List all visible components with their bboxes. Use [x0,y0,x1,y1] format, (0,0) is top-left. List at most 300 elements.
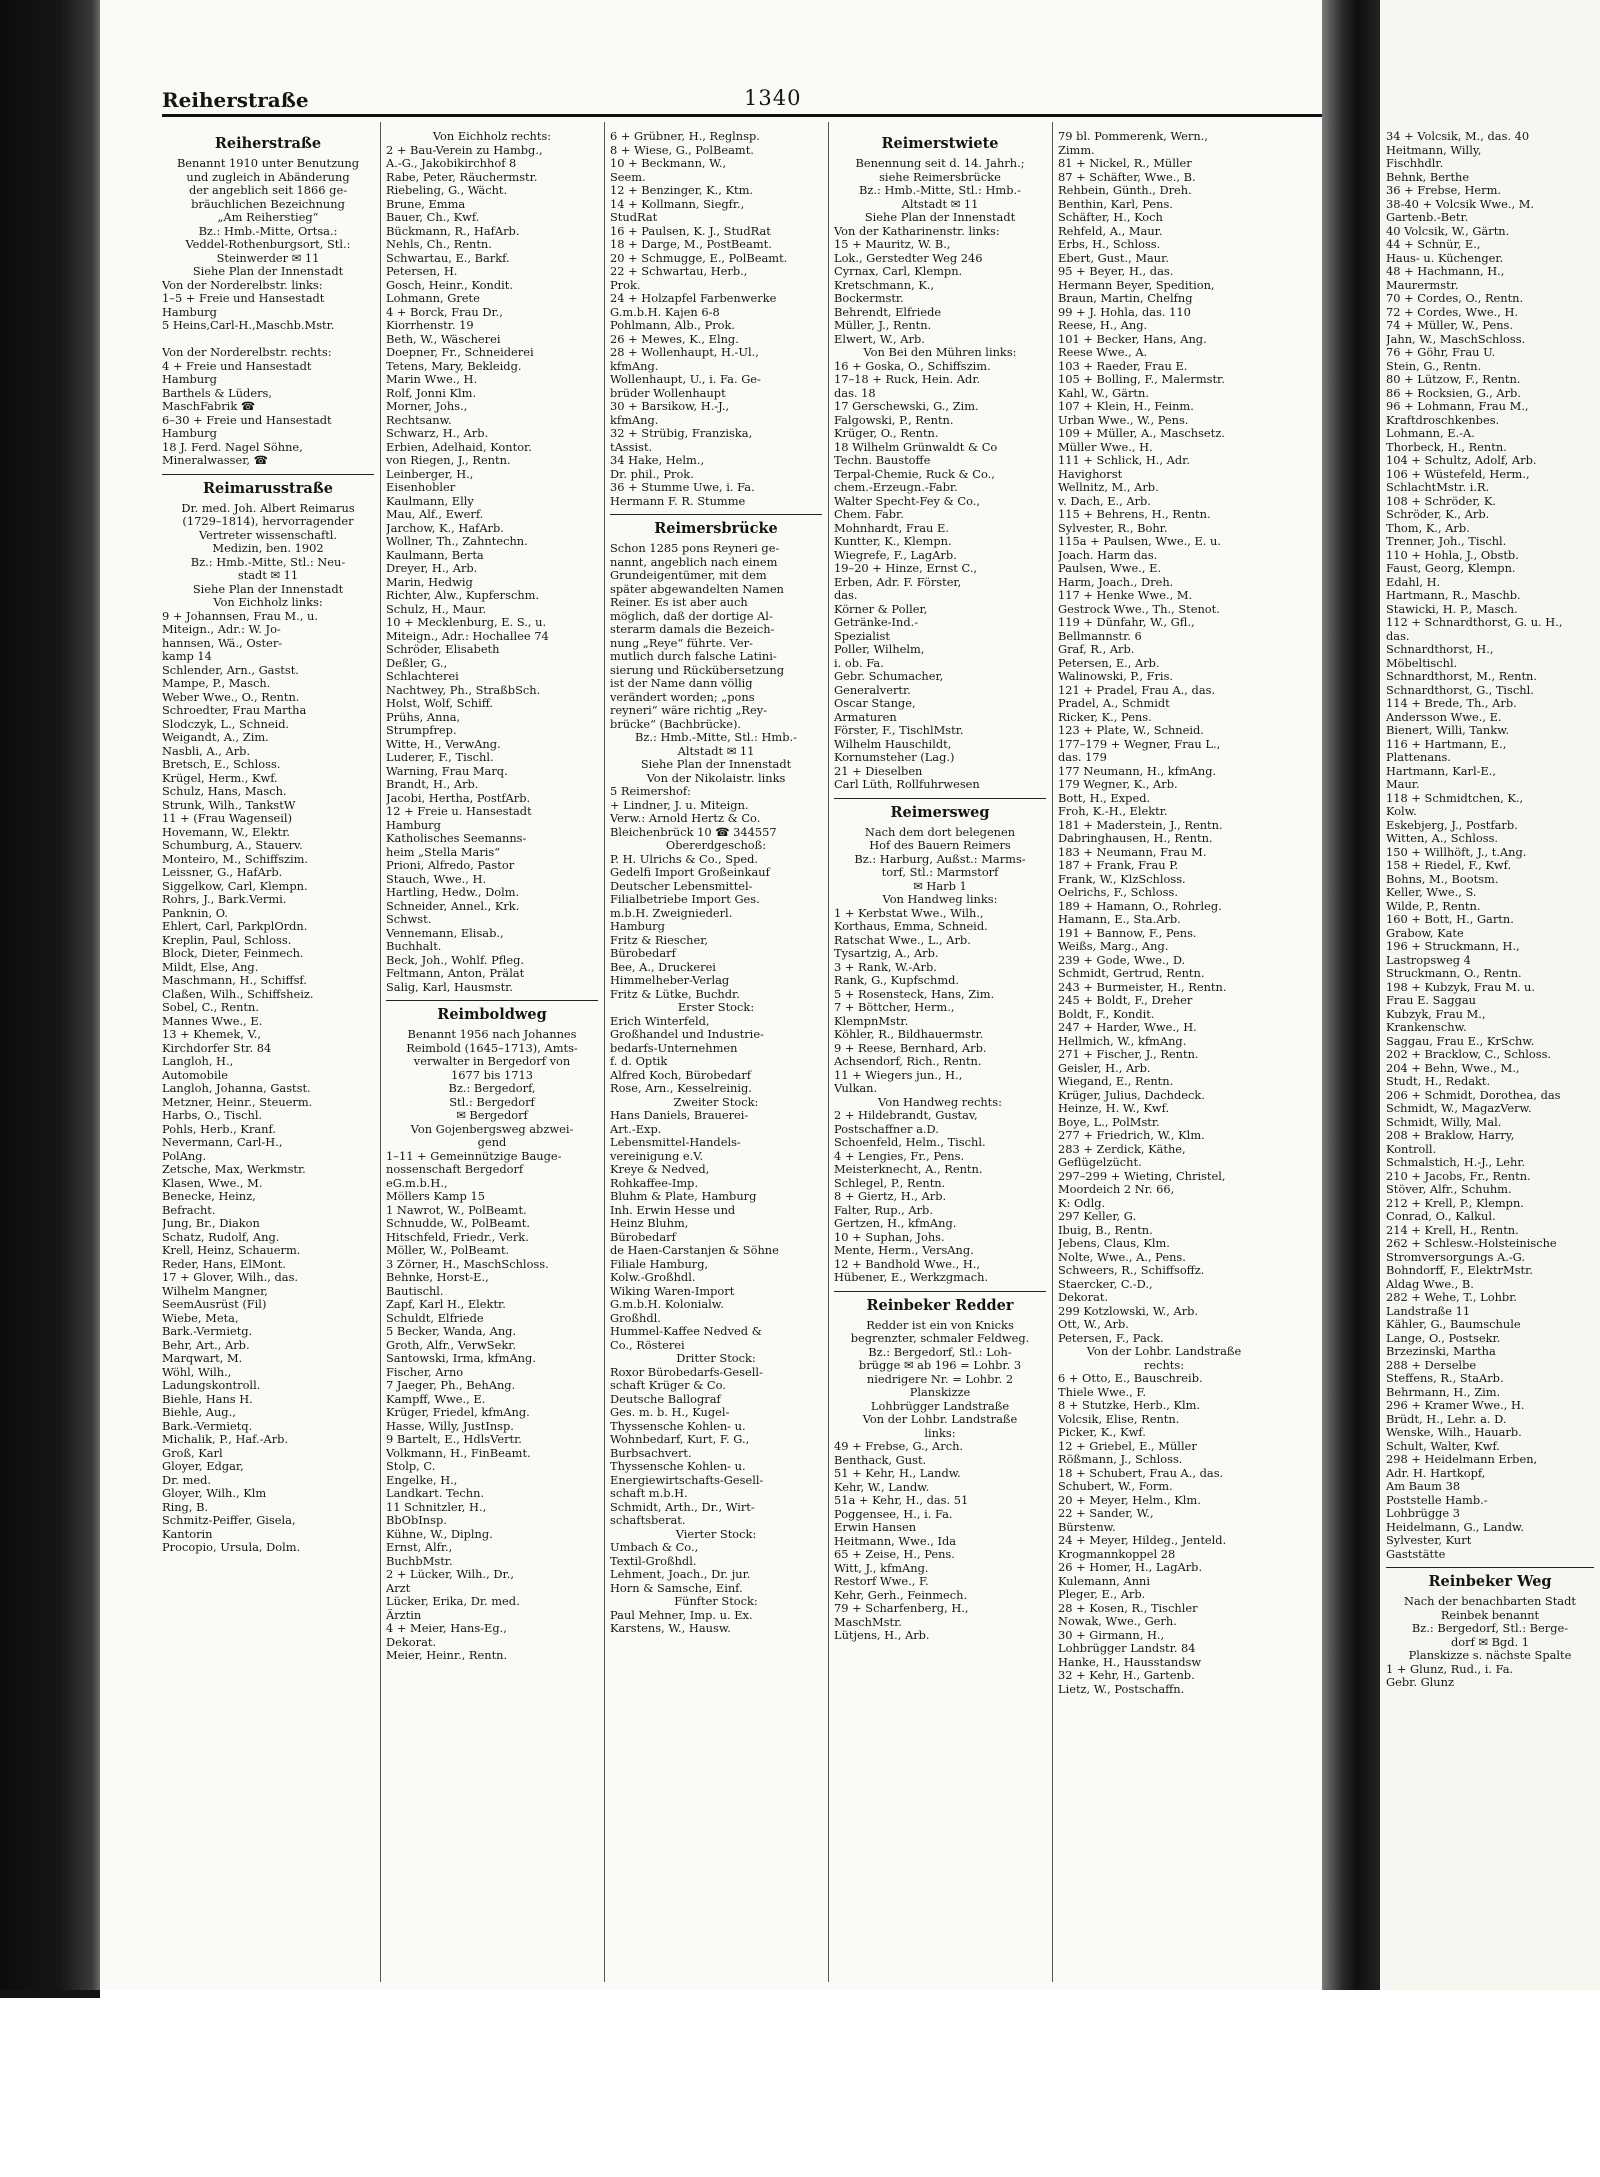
resident-entry: 10 + Mecklenburg, E. S., u. [386,616,547,629]
resident-entry: Carl Lüth, Rollfuhrwesen [834,778,980,791]
resident-entry: P. H. Ulrichs & Co., Sped. [610,852,759,866]
street-note: Vertreter wissenschaftl. [198,528,338,542]
resident-entry: Benthack, Gust. [834,1453,927,1467]
resident-entry: 22 + Sander, W., [1058,1507,1154,1520]
resident-entry: G.m.b.H. Kajen 6-8 [610,305,720,319]
resident-entry: Slodczyk, L., Schneid. [162,717,290,731]
resident-entry: 12 + Benzinger, K., Ktm. [610,184,754,197]
resident-entry: Grundeigentümer, mit dem [610,569,767,582]
resident-entry: Schwartau, E., Barkf. [386,251,510,265]
resident-entry: Brandt, H., Arb. [386,778,479,791]
resident-entry: 119 + Dünfahr, W., Gfl., [1058,616,1195,629]
resident-entry: 7 + Böttcher, Herm., [834,1001,955,1014]
resident-entry: 8 + Giertz, H., Arb. [834,1190,947,1203]
resident-entry: Postschaffner a.D. [834,1122,939,1136]
resident-entry: Harbs, O., Tischl. [162,1109,263,1122]
resident-entry: Bockermstr. [834,292,904,305]
resident-entry: Schlender, Arn., Gastst. [162,663,299,677]
resident-entry: 79 + Scharfenberg, H., [834,1602,969,1615]
resident-entry: Spezialist [834,629,890,643]
street-heading: Reinbeker Redder [866,1296,1014,1314]
resident-entry: Gebr. Glunz [1386,1676,1454,1689]
resident-entry: 96 + Lohmann, Frau M., [1386,400,1529,413]
resident-entry: Behr, Art., Arb. [162,1338,250,1352]
street-note: und zugleich in Abänderung [186,170,350,184]
street-note: „Am Reiherstieg“ [217,211,319,224]
resident-entry: Hartmann, R., Maschb. [1386,589,1521,602]
resident-entry: 18 Wilhelm Grünwaldt & Co [834,440,998,454]
resident-entry: Langloh, Johanna, Gastst. [162,1082,311,1095]
resident-entry: heim „Stella Maris“ [386,845,501,859]
resident-entry: Staercker, C.-D., [1058,1277,1153,1291]
resident-entry: Heitmann, Wwe., Ida [834,1534,957,1548]
resident-entry: Großhdl. [610,1311,661,1325]
resident-entry: 105 + Bolling, F., Malermstr. [1058,373,1225,386]
resident-entry: Restorf Wwe., F. [834,1575,929,1588]
resident-entry: Wilhelm Mangner, [162,1284,268,1298]
resident-entry: 6 + Otto, E., Bauschreib. [1058,1372,1203,1385]
resident-entry: 111 + Schlick, H., Adr. [1058,454,1190,467]
resident-entry: später abgewandelten Namen [610,582,784,596]
resident-entry: Ott, W., Arb. [1058,1318,1129,1331]
resident-entry: Dabringhausen, H., Rentn. [1058,832,1213,845]
resident-entry: 40 Volcsik, W., Gärtn. [1386,224,1510,238]
resident-entry: 13 + Khemek, V., [162,1028,262,1041]
resident-entry: Oscar Stange, [834,697,916,710]
resident-entry: Schlachterei [386,670,459,683]
resident-entry: Schatz, Rudolf, Ang. [162,1230,280,1244]
resident-entry: 9 + Reese, Bernhard, Arb. [834,1041,987,1055]
resident-entry: Eskebjerg, J., Postfarb. [1386,818,1518,832]
resident-entry: Salig, Karl, Hausmstr. [386,980,513,994]
street-note: Bz.: Harburg, Außst.: Marms- [854,852,1026,866]
resident-entry: Rohkaffee-Imp. [610,1176,699,1190]
resident-entry: Zetsche, Max, Werkmstr. [162,1163,306,1176]
resident-entry: Kühne, W., Diplng. [386,1527,493,1541]
resident-entry: Schlegel, P., Rentn. [834,1176,946,1190]
resident-entry: Lohbrügge 3 [1386,1507,1461,1520]
resident-entry: G.m.b.H. Kolonialw. [610,1298,724,1311]
resident-entry: 17 + Glover, Wilh., das. [162,1271,299,1284]
resident-entry: Brune, Emma [386,197,466,211]
resident-entry: Witten, A., Schloss. [1386,832,1499,845]
resident-entry: 76 + Göhr, Frau U. [1386,346,1496,359]
street-note: begrenzter, schmaler Feldweg. [850,1332,1030,1345]
resident-entry: Frau E. Saggau [1386,994,1476,1007]
resident-entry: Thiele Wwe., F. [1058,1385,1147,1399]
resident-entry: Schoenfeld, Helm., Tischl. [834,1136,986,1149]
resident-entry: Kulemann, Anni [1058,1574,1151,1588]
street-note: Redder ist ein von Knicks [866,1318,1014,1332]
resident-entry: Paul Mehner, Imp. u. Ex. [610,1608,753,1622]
resident-entry: 5 + Rosensteck, Hans, Zim. [834,987,995,1001]
resident-entry: Kornumsteher (Lag.) [834,751,955,764]
street-note: Bz.: Bergedorf, Stl.: Berge- [1411,1622,1569,1635]
street-heading: Reinbeker Weg [1428,1573,1552,1590]
section-separator [834,798,1046,799]
resident-entry: Moordeich 2 Nr. 66, [1058,1183,1175,1196]
resident-entry: 28 + Kosen, R., Tischler [1058,1601,1198,1615]
resident-entry: 87 + Schäfter, Wwe., B. [1058,170,1196,184]
resident-entry: Ges. m. b. H., Kugel- [610,1406,730,1419]
street-note: Benannt 1956 nach Johannes [407,1028,577,1041]
resident-entry: Ernst, Alfr., [386,1541,453,1554]
resident-entry: Nolte, Wwe., A., Pens. [1058,1250,1186,1264]
resident-entry: Kubzyk, Frau M., [1386,1007,1486,1021]
resident-entry: 72 + Cordes, Wwe., H. [1386,305,1519,319]
directory-column-4 [834,130,1046,1980]
street-note: der angeblich seit 1866 ge- [188,184,348,197]
resident-entry: Heidelmann, G., Landw. [1386,1520,1525,1534]
street-note: Nach dem dort belegenen [864,825,1016,839]
resident-entry: Edahl, H. [1386,575,1441,589]
resident-entry: 212 + Krell, P., Klempn. [1386,1196,1524,1210]
resident-entry: 104 + Schultz, Adolf, Arb. [1386,454,1537,467]
resident-entry: Richter, Alw., Kupferschm. [386,589,540,602]
resident-entry: Gosch, Heinr., Kondit. [386,278,513,292]
resident-entry: Zapf, Karl H., Elektr. [386,1298,506,1311]
resident-entry: Krankenschw. [1386,1021,1467,1034]
resident-entry: Katholisches Seemanns- [386,832,527,845]
resident-entry: Lücker, Erika, Dr. med. [386,1595,520,1608]
resident-entry: Seem. [610,170,646,184]
resident-entry: Lietz, W., Postschaffn. [1058,1682,1185,1696]
resident-entry: 51 + Kehr, H., Landw. [834,1467,961,1480]
street-note: Bz.: Bergedorf, Stl.: Loh- [868,1345,1012,1359]
resident-entry: Meier, Heinr., Rentn. [386,1649,508,1662]
street-note: Nach der benachbarten Stadt [1404,1595,1576,1608]
resident-entry: Bürstenw. [1058,1520,1116,1534]
street-note: Stl.: Bergedorf [449,1095,535,1109]
resident-entry: 3 Zörner, H., MaschSchloss. [386,1257,549,1271]
resident-entry: Pleger, E., Arb. [1058,1588,1146,1601]
resident-entry: Jarchow, K., HafArb. [386,521,504,535]
resident-entry: 214 + Krell, H., Rentn. [1386,1223,1519,1237]
resident-entry: Achsendorf, Rich., Rentn. [834,1055,982,1068]
resident-entry: Frank, W., KlzSchloss. [1058,872,1186,886]
resident-entry: Boye, L., PolMstr. [1058,1115,1160,1129]
resident-entry: Schmalstich, H.-J., Lehr. [1386,1156,1526,1169]
page-number: 1340 [744,86,802,110]
street-note: (1729–1814), hervorragender [182,515,354,528]
resident-entry: Eisenhobler [386,481,456,494]
resident-entry: Rößmann, J., Schloss. [1058,1453,1183,1466]
resident-entry: Nowak, Wwe., Gerh. [1058,1615,1177,1628]
resident-entry: 65 + Zeise, H., Pens. [834,1548,955,1561]
resident-entry: Ärztin [386,1608,422,1622]
resident-entry: Getränke-Ind.- [834,616,919,629]
street-note: Von der Lohbr. Landstraße [862,1413,1018,1426]
resident-entry: Gloyer, Wilh., Klm [162,1487,267,1500]
street-note: Siehe Plan der Innenstadt [640,758,792,771]
resident-entry: 20 + Meyer, Helm., Klm. [1058,1493,1201,1507]
resident-entry: 28 + Wollenhaupt, H.-Ul., [610,346,759,359]
resident-entry: Geflügelzücht. [1058,1156,1142,1169]
resident-entry: Leissner, G., HafArb. [162,866,283,879]
resident-entry: Rank, G., Kupfschmd. [834,974,960,987]
resident-entry: tAssist. [610,440,653,454]
resident-entry: Filiale Hamburg, [610,1257,709,1271]
resident-entry: Trenner, Joh., Tischl. [1386,535,1507,548]
resident-entry: Kaulmann, Berta [386,548,484,562]
resident-entry: 3 + Rank, W.-Arb. [834,960,937,974]
resident-entry: Korthaus, Emma, Schneid. [834,920,988,933]
resident-entry: Von der Norderelbstr. rechts: [162,346,332,359]
resident-entry: Saggau, Frau E., KrSchw. [1386,1034,1535,1048]
resident-entry: 95 + Beyer, H., das. [1058,265,1174,278]
resident-entry: 81 + Nickel, R., Müller [1058,157,1192,170]
resident-entry: Großhandel und Industrie- [610,1028,764,1041]
resident-entry: 123 + Plate, W., Schneid. [1058,724,1204,737]
street-note: Bz.: Hmb.-Mitte, Stl.: Neu- [190,555,346,569]
resident-entry: Kreplin, Paul, Schloss. [162,933,292,947]
running-head: Reiherstraße [162,88,309,112]
resident-entry: Mannes Wwe., E. [162,1014,263,1028]
resident-entry: 20 + Schmugge, E., PolBeamt. [610,251,788,265]
resident-entry: Art.-Exp. [610,1122,662,1136]
resident-entry: Bürobedarf [610,1230,676,1244]
resident-entry: Wohnbedarf, Kurt, F. G., [610,1433,750,1446]
resident-entry: Wollner, Th., Zahntechn. [386,535,528,548]
resident-entry: 22 + Schwartau, Herb., [610,265,748,278]
street-note: brügge ✉ ab 196 = Lohbr. 3 [858,1359,1022,1372]
resident-entry: 4 + Freie und Hansestadt [162,359,312,373]
resident-entry: 179 Wegner, K., Arb. [1058,778,1178,791]
resident-entry: Arzt [386,1581,411,1595]
resident-entry: Rehbein, Günth., Dreh. [1058,184,1192,197]
resident-entry: ist der Name dann völlig [610,677,753,690]
resident-entry: Prok. [610,278,641,292]
resident-entry: 9 + Johannsen, Frau M., u. [162,609,318,623]
resident-entry: Hermann Beyer, Spedition, [1058,278,1215,292]
resident-entry: brüder Wollenhaupt [610,386,726,400]
resident-entry: Weber Wwe., O., Rentn. [162,690,300,704]
resident-entry: 189 + Hamann, O., Rohrleg. [1058,899,1222,913]
resident-entry: Gaststätte [1386,1547,1446,1561]
resident-entry: 288 + Derselbe [1386,1358,1477,1372]
resident-entry: Krüger, O., Rentn. [834,427,939,440]
resident-entry: Pradel, A., Schmidt [1058,697,1170,710]
resident-entry: brücke“ (Bachbrücke). [610,717,742,731]
resident-entry: Jebens, Claus, Klm. [1058,1237,1170,1250]
resident-entry: Lohmann, Grete [386,292,480,305]
resident-entry: Hübener, E., Werkzgmach. [834,1271,989,1284]
resident-entry: Wiegand, E., Rentn. [1058,1075,1174,1088]
resident-entry: Langloh, H., [162,1055,234,1068]
resident-entry: Kähler, G., Baumschule [1386,1318,1521,1331]
resident-entry: sterarm damals die Bezeich- [610,623,775,636]
street-note: rechts: [1143,1358,1185,1372]
resident-entry: 107 + Klein, H., Feinm. [1058,400,1194,413]
street-heading: Reimboldweg [437,1006,547,1023]
resident-entry: Behnke, Horst-E., [386,1271,489,1284]
resident-entry: eG.m.b.H., [386,1176,448,1190]
resident-entry: Struckmann, O., Rentn. [1386,967,1522,980]
resident-entry: Alfred Koch, Bürobedarf [610,1068,751,1082]
resident-entry: 19–20 + Hinze, Ernst C., [834,562,978,575]
resident-entry: Conrad, O., Kalkul. [1386,1210,1496,1223]
resident-entry: Stein, G., Rentn. [1386,359,1482,373]
resident-entry: Metzner, Heinr., Steuerm. [162,1095,313,1109]
resident-entry: Reese Wwe., A. [1058,346,1148,359]
resident-entry: 204 + Behn, Wwe., M., [1386,1061,1520,1075]
street-note: Obererdgeschoß: [665,839,767,852]
directory-column-1 [162,130,374,1980]
resident-entry: 158 + Riedel, F., Kwf. [1386,859,1512,872]
resident-entry: kfmAng. [610,359,659,373]
resident-entry: Tysartzig, A., Arb. [834,947,939,960]
resident-entry: Paulsen, Wwe., E. [1058,562,1162,575]
resident-entry: Hovemann, W., Elektr. [162,825,291,839]
resident-entry: Meisterknecht, A., Rentn. [834,1163,983,1176]
resident-entry: 32 + Strübig, Franziska, [610,427,753,440]
resident-entry: Thyssensche Kohlen- u. [610,1419,746,1433]
resident-entry: Köhler, R., Bildhauermstr. [834,1028,984,1041]
resident-entry: Vulkan. [834,1082,878,1095]
street-note: Bz.: Bergedorf, [448,1082,536,1095]
header-rule [162,114,1322,117]
resident-entry [162,333,374,347]
resident-entry: 70 + Cordes, O., Rentn. [1386,292,1524,305]
resident-entry: 24 + Holzapfel Farbenwerke [610,292,777,305]
street-note: siehe Reimersbrücke [879,170,1001,184]
resident-entry: 277 + Friedrich, W., Klm. [1058,1129,1205,1142]
resident-entry: A.-G., Jakobikirchhof 8 [386,157,517,170]
resident-entry: Lebensmittel-Handels- [610,1136,741,1149]
street-heading: Reimerstwiete [881,135,999,152]
resident-entry: MaschFabrik ☎ [162,400,256,413]
resident-entry: Horn & Samsche, Einf. [610,1581,743,1595]
resident-entry: Rose, Arn., Kesselreinig. [610,1082,752,1095]
resident-entry: Bluhm & Plate, Hamburg [610,1190,757,1203]
resident-entry: Holst, Wolf, Schiff. [386,697,494,710]
resident-entry: schaftsberat. [610,1514,686,1527]
resident-entry: Erich Winterfeld, [610,1014,710,1028]
resident-entry: Picker, K., Kwf. [1058,1426,1146,1439]
resident-entry: 16 + Paulsen, K. J., StudRat [610,224,771,238]
resident-entry: nossenschaft Bergedorf [386,1163,524,1176]
resident-entry: Brüdt, H., Lehr. a. D. [1386,1412,1507,1426]
resident-entry: Erbien, Adelhaid, Kontor. [386,440,532,454]
resident-entry: reyneri“ wäre richtig „Rey- [610,704,768,717]
resident-entry: Hitschfeld, Friedr., Verk. [386,1230,529,1244]
resident-entry: Havighorst [1058,467,1123,481]
resident-entry: 110 + Hohla, J., Obstb. [1386,548,1519,562]
street-note: Steinwerder ✉ 11 [216,251,320,265]
resident-entry: Wenske, Wilh., Hauarb. [1386,1426,1522,1439]
resident-entry: Tetens, Mary, Bekleidg. [386,359,522,373]
street-heading: Reimarusstraße [202,479,333,497]
resident-entry: Nevermann, Carl-H., [162,1136,283,1149]
resident-entry: Groß, Karl [162,1446,223,1460]
resident-entry: Hummel-Kaffee Nedved & [610,1325,762,1338]
resident-entry: 9 Bartelt, E., HdlsVertr. [386,1433,522,1446]
resident-entry: Bee, A., Druckerei [610,960,716,974]
resident-entry: Lehment, Joach., Dr. jur. [610,1568,751,1581]
resident-entry: Landstraße 11 [1386,1304,1471,1318]
resident-entry: Weigandt, A., Zim. [162,731,269,744]
resident-entry: Kolw.-Großhdl. [610,1271,696,1284]
resident-entry: Jung, Br., Diakon [162,1217,260,1230]
resident-entry: 36 + Stumme Uwe, i. Fa. [610,481,755,494]
resident-entry: i. ob. Fa. [834,656,884,670]
resident-entry: 198 + Kubzyk, Frau M. u. [1386,980,1535,994]
resident-entry: Joach. Harm das. [1058,548,1158,562]
street-note: ✉ Harb 1 [913,879,967,893]
resident-entry: 11 + Wiegers jun., H., [834,1068,963,1082]
resident-entry: Volkmann, H., FinBeamt. [386,1446,531,1460]
resident-entry: das. [1386,629,1410,643]
resident-entry: Ehlert, Carl, ParkplOrdn. [162,920,308,933]
resident-entry: 181 + Maderstein, J., Rentn. [1058,818,1223,832]
resident-entry: Kolw. [1386,805,1417,818]
resident-entry: 2 + Lücker, Wilh., Dr., [386,1568,514,1581]
resident-entry: Bark.-Vermietg. [162,1325,253,1338]
resident-entry: 299 Kotzlowski, W., Arb. [1058,1304,1199,1318]
resident-entry: 38-40 + Volcsik Wwe., M. [1386,197,1535,211]
resident-entry: Stöver, Alfr., Schuhm. [1386,1183,1512,1196]
resident-entry: Ebert, Gust., Maur. [1058,251,1169,265]
resident-entry: Mineralwasser, ☎ [162,454,268,467]
resident-entry: 32 + Kehr, H., Gartenb. [1058,1669,1195,1682]
resident-entry: Von der Katharinenstr. links: [834,224,1000,238]
resident-entry: Poggensee, H., i. Fa. [834,1507,953,1521]
resident-entry: Ratschat Wwe., L., Arb. [834,933,971,947]
resident-entry: Mohnhardt, Frau E. [834,521,949,535]
resident-entry: Block, Dieter, Feinmech. [162,947,304,960]
resident-entry: Wilde, P., Rentn. [1386,899,1481,913]
resident-entry: Sobel, C., Rentn. [162,1001,259,1014]
resident-entry: Rechtsanw. [386,413,452,427]
resident-entry: 183 + Neumann, Frau M. [1058,845,1207,859]
resident-entry: Monteiro, M., Schiffszim. [162,852,309,866]
resident-entry: Walter Specht-Fey & Co., [834,494,980,508]
resident-entry: Lohbrügger Landstr. 84 [1058,1642,1196,1655]
resident-entry: Behnk, Berthe [1386,170,1470,184]
resident-entry: Mampe, P., Masch. [162,677,271,690]
resident-entry: Petersen, F., Pack. [1058,1331,1164,1345]
resident-entry: Haus- u. Küchenger. [1386,251,1504,265]
resident-entry: Vennemann, Elisab., [386,926,504,940]
resident-entry: schaft m.b.H. [610,1487,688,1500]
resident-entry: Falgowski, P., Rentn. [834,413,954,427]
resident-entry: Biehle, Hans H. [162,1392,253,1406]
resident-entry: Möbeltischl. [1386,656,1458,670]
resident-entry: Wiegrefe, F., LagArb. [834,548,957,562]
directory-column-2 [386,130,598,1980]
resident-entry: Hamann, E., Sta.Arb. [1058,913,1181,926]
resident-entry: Roxor Bürobedarfs-Gesell- [610,1365,763,1379]
resident-entry: 177–179 + Wegner, Frau L., [1058,737,1221,751]
resident-entry: Strunk, Wilh., TankstW [162,798,296,812]
resident-entry: Müller, J., Rentn. [834,319,932,332]
resident-entry: Urban Wwe., W., Pens. [1058,413,1189,427]
resident-entry: Reiner. Es ist aber auch [610,596,748,609]
resident-entry: 1–11 + Gemeinnützige Bauge- [386,1149,562,1163]
resident-entry: 296 + Kramer Wwe., H. [1386,1399,1525,1412]
resident-entry: Wöhl, Wilh., [162,1365,232,1379]
section-separator [386,1000,598,1001]
resident-entry: 14 + Kollmann, Siegfr., [610,197,745,211]
street-note: Bz.: Hmb.-Mitte, Ortsa.: [198,224,338,238]
resident-entry: 18 + Schubert, Frau A., das. [1058,1466,1224,1480]
resident-entry: + Lindner, J. u. Miteign. [610,798,749,812]
resident-entry: Wilhelm Hauschildt, [834,737,952,751]
resident-entry: Hartmann, Karl-E., [1386,764,1497,778]
resident-entry: Schon 1285 pons Reyneri ge- [610,542,780,555]
resident-entry: 10 + Beckmann, W., [610,157,727,170]
resident-entry: Stauch, Wwe., H. [386,872,487,886]
